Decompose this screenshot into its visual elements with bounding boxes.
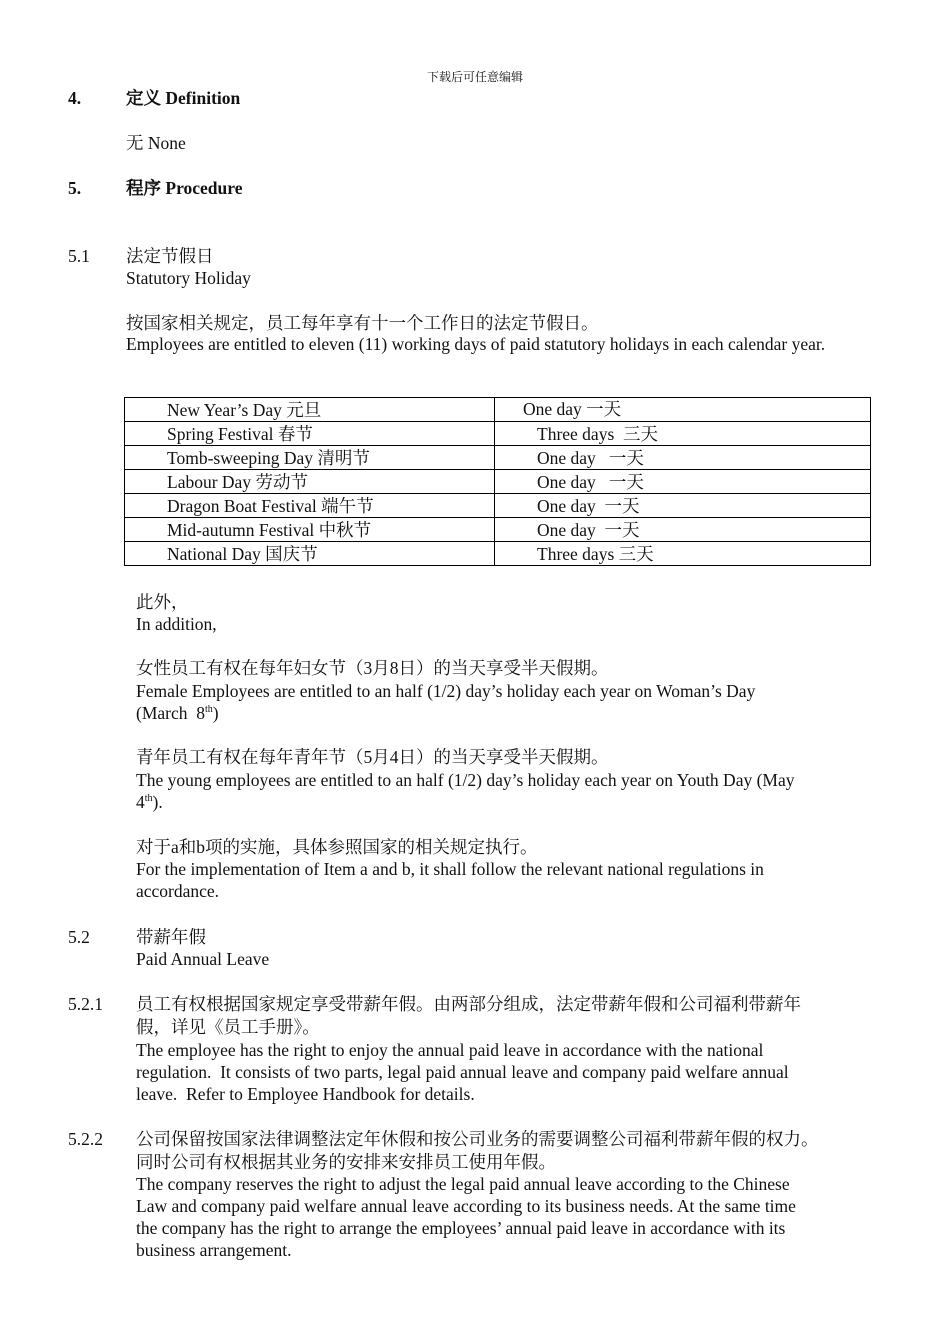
item-c-cn: 对于a和b项的实施，具体参照国家的相关规定执行。 <box>136 837 538 857</box>
holiday-days: One day 一天 <box>495 494 871 518</box>
section-5-2-title-cn: 带薪年假 <box>136 927 206 947</box>
holiday-name: Spring Festival 春节 <box>125 422 495 446</box>
item-b-cn: 青年员工有权在每年青年节（5月4日）的当天享受半天假期。 <box>136 747 609 767</box>
section-5-2-2-en-line4: business arrangement. <box>136 1240 292 1260</box>
section-5-number: 5. <box>68 178 82 198</box>
section-5-2-1-en-line2: regulation. It consists of two parts, legal paid annual leave and company paid welfare annual <box>136 1062 789 1082</box>
section-5-2-2-en-line1: The company reserves the right to adjust the legal paid annual leave according to the Chinese <box>136 1174 790 1194</box>
item-a-en-line1: Female Employees are entitled to an half (1/2) day’s holiday each year on Woman’s Day <box>136 681 756 701</box>
section-5-2-2-en-line3: the company has the right to arrange the employees’ annual paid leave in accordance with its <box>136 1218 786 1238</box>
table-row <box>125 446 871 470</box>
table-row <box>125 398 871 422</box>
holiday-days: One day 一天 <box>495 518 871 542</box>
section-5-2-number: 5.2 <box>68 927 90 947</box>
holiday-name: Mid-autumn Festival 中秋节 <box>125 518 495 542</box>
holiday-days: Three days 三天 <box>495 422 871 446</box>
section-5-1-paragraph-en: Employees are entitled to eleven (11) working days of paid statutory holidays in each calendar year. <box>126 334 826 354</box>
section-5-2-1-en-line1: The employee has the right to enjoy the annual paid leave in accordance with the national <box>136 1040 764 1060</box>
item-b-superscript: th <box>144 793 153 804</box>
item-c-en-line2: accordance. <box>136 881 220 901</box>
section-5-2-1-cn-line1: 员工有权根据国家规定享受带薪年假。由两部分组成，法定带薪年假和公司福利带薪年 <box>136 994 801 1014</box>
holiday-days: Three days 三天 <box>495 542 871 566</box>
holiday-name: Tomb-sweeping Day 清明节 <box>125 446 495 470</box>
section-5-title: 程序 Procedure <box>126 178 243 198</box>
holiday-name: New Year’s Day 元旦 <box>125 398 495 422</box>
section-5-2-title-en: Paid Annual Leave <box>136 949 270 969</box>
section-5-2-1-number: 5.2.1 <box>68 994 103 1014</box>
holiday-days: One day 一天 <box>495 470 871 494</box>
section-5-2-2-cn-line1: 公司保留按国家法律调整法定年休假和按公司业务的需要调整公司福利带薪年假的权力。 <box>136 1129 819 1149</box>
holiday-name: National Day 国庆节 <box>125 542 495 566</box>
section-5-2-1-cn-line2: 假，详见《员工手册》。 <box>136 1017 320 1037</box>
holiday-name: Dragon Boat Festival 端午节 <box>125 494 495 518</box>
item-a-en-close: ) <box>212 703 219 723</box>
section-5-1-paragraph-cn: 按国家相关规定，员工每年享有十一个工作日的法定节假日。 <box>126 313 599 333</box>
section-4-number: 4. <box>68 88 82 108</box>
item-c-en-line1: For the implementation of Item a and b, it shall follow the relevant national regulations in <box>136 859 764 879</box>
item-b-en-line2 <box>136 791 163 813</box>
section-5-2-2-cn-line2: 同时公司有权根据其业务的安排来安排员工使用年假。 <box>136 1152 556 1172</box>
section-5-1-number: 5.1 <box>68 246 90 266</box>
holiday-days: One day 一天 <box>495 398 871 422</box>
section-5-1-title-cn: 法定节假日 <box>126 246 214 266</box>
table-row <box>125 518 871 542</box>
item-a-en-line2 <box>136 702 219 724</box>
table-row <box>125 470 871 494</box>
addition-en: In addition, <box>136 614 217 634</box>
holiday-days: One day 一天 <box>495 446 871 470</box>
table-row <box>125 542 871 566</box>
holiday-name: Labour Day 劳动节 <box>125 470 495 494</box>
section-4-title: 定义 Definition <box>126 88 241 108</box>
section-5-1-title-en: Statutory Holiday <box>126 268 251 288</box>
section-5-2-2-en-line2: Law and company paid welfare annual leave according to its business needs. At the same time <box>136 1196 796 1216</box>
section-4-body: 无 None <box>126 133 186 153</box>
section-5-2-1-en-line3: leave. Refer to Employee Handbook for details. <box>136 1084 475 1104</box>
section-5-2-2-number: 5.2.2 <box>68 1129 103 1149</box>
item-b-en-close: ). <box>152 792 163 812</box>
holiday-table <box>124 397 871 566</box>
addition-cn: 此外， <box>136 592 189 612</box>
table-row <box>125 494 871 518</box>
page-header: 下载后可任意编辑 <box>426 70 523 84</box>
item-a-superscript: th <box>205 704 213 715</box>
item-a-en-text: (March 8 <box>136 703 206 723</box>
item-a-cn: 女性员工有权在每年妇女节（3月8日）的当天享受半天假期。 <box>136 658 609 678</box>
item-b-en-line1: The young employees are entitled to an half (1/2) day’s holiday each year on Youth Day (May <box>136 770 795 790</box>
item-b-en-text: 4 <box>136 792 145 812</box>
table-row <box>125 422 871 446</box>
